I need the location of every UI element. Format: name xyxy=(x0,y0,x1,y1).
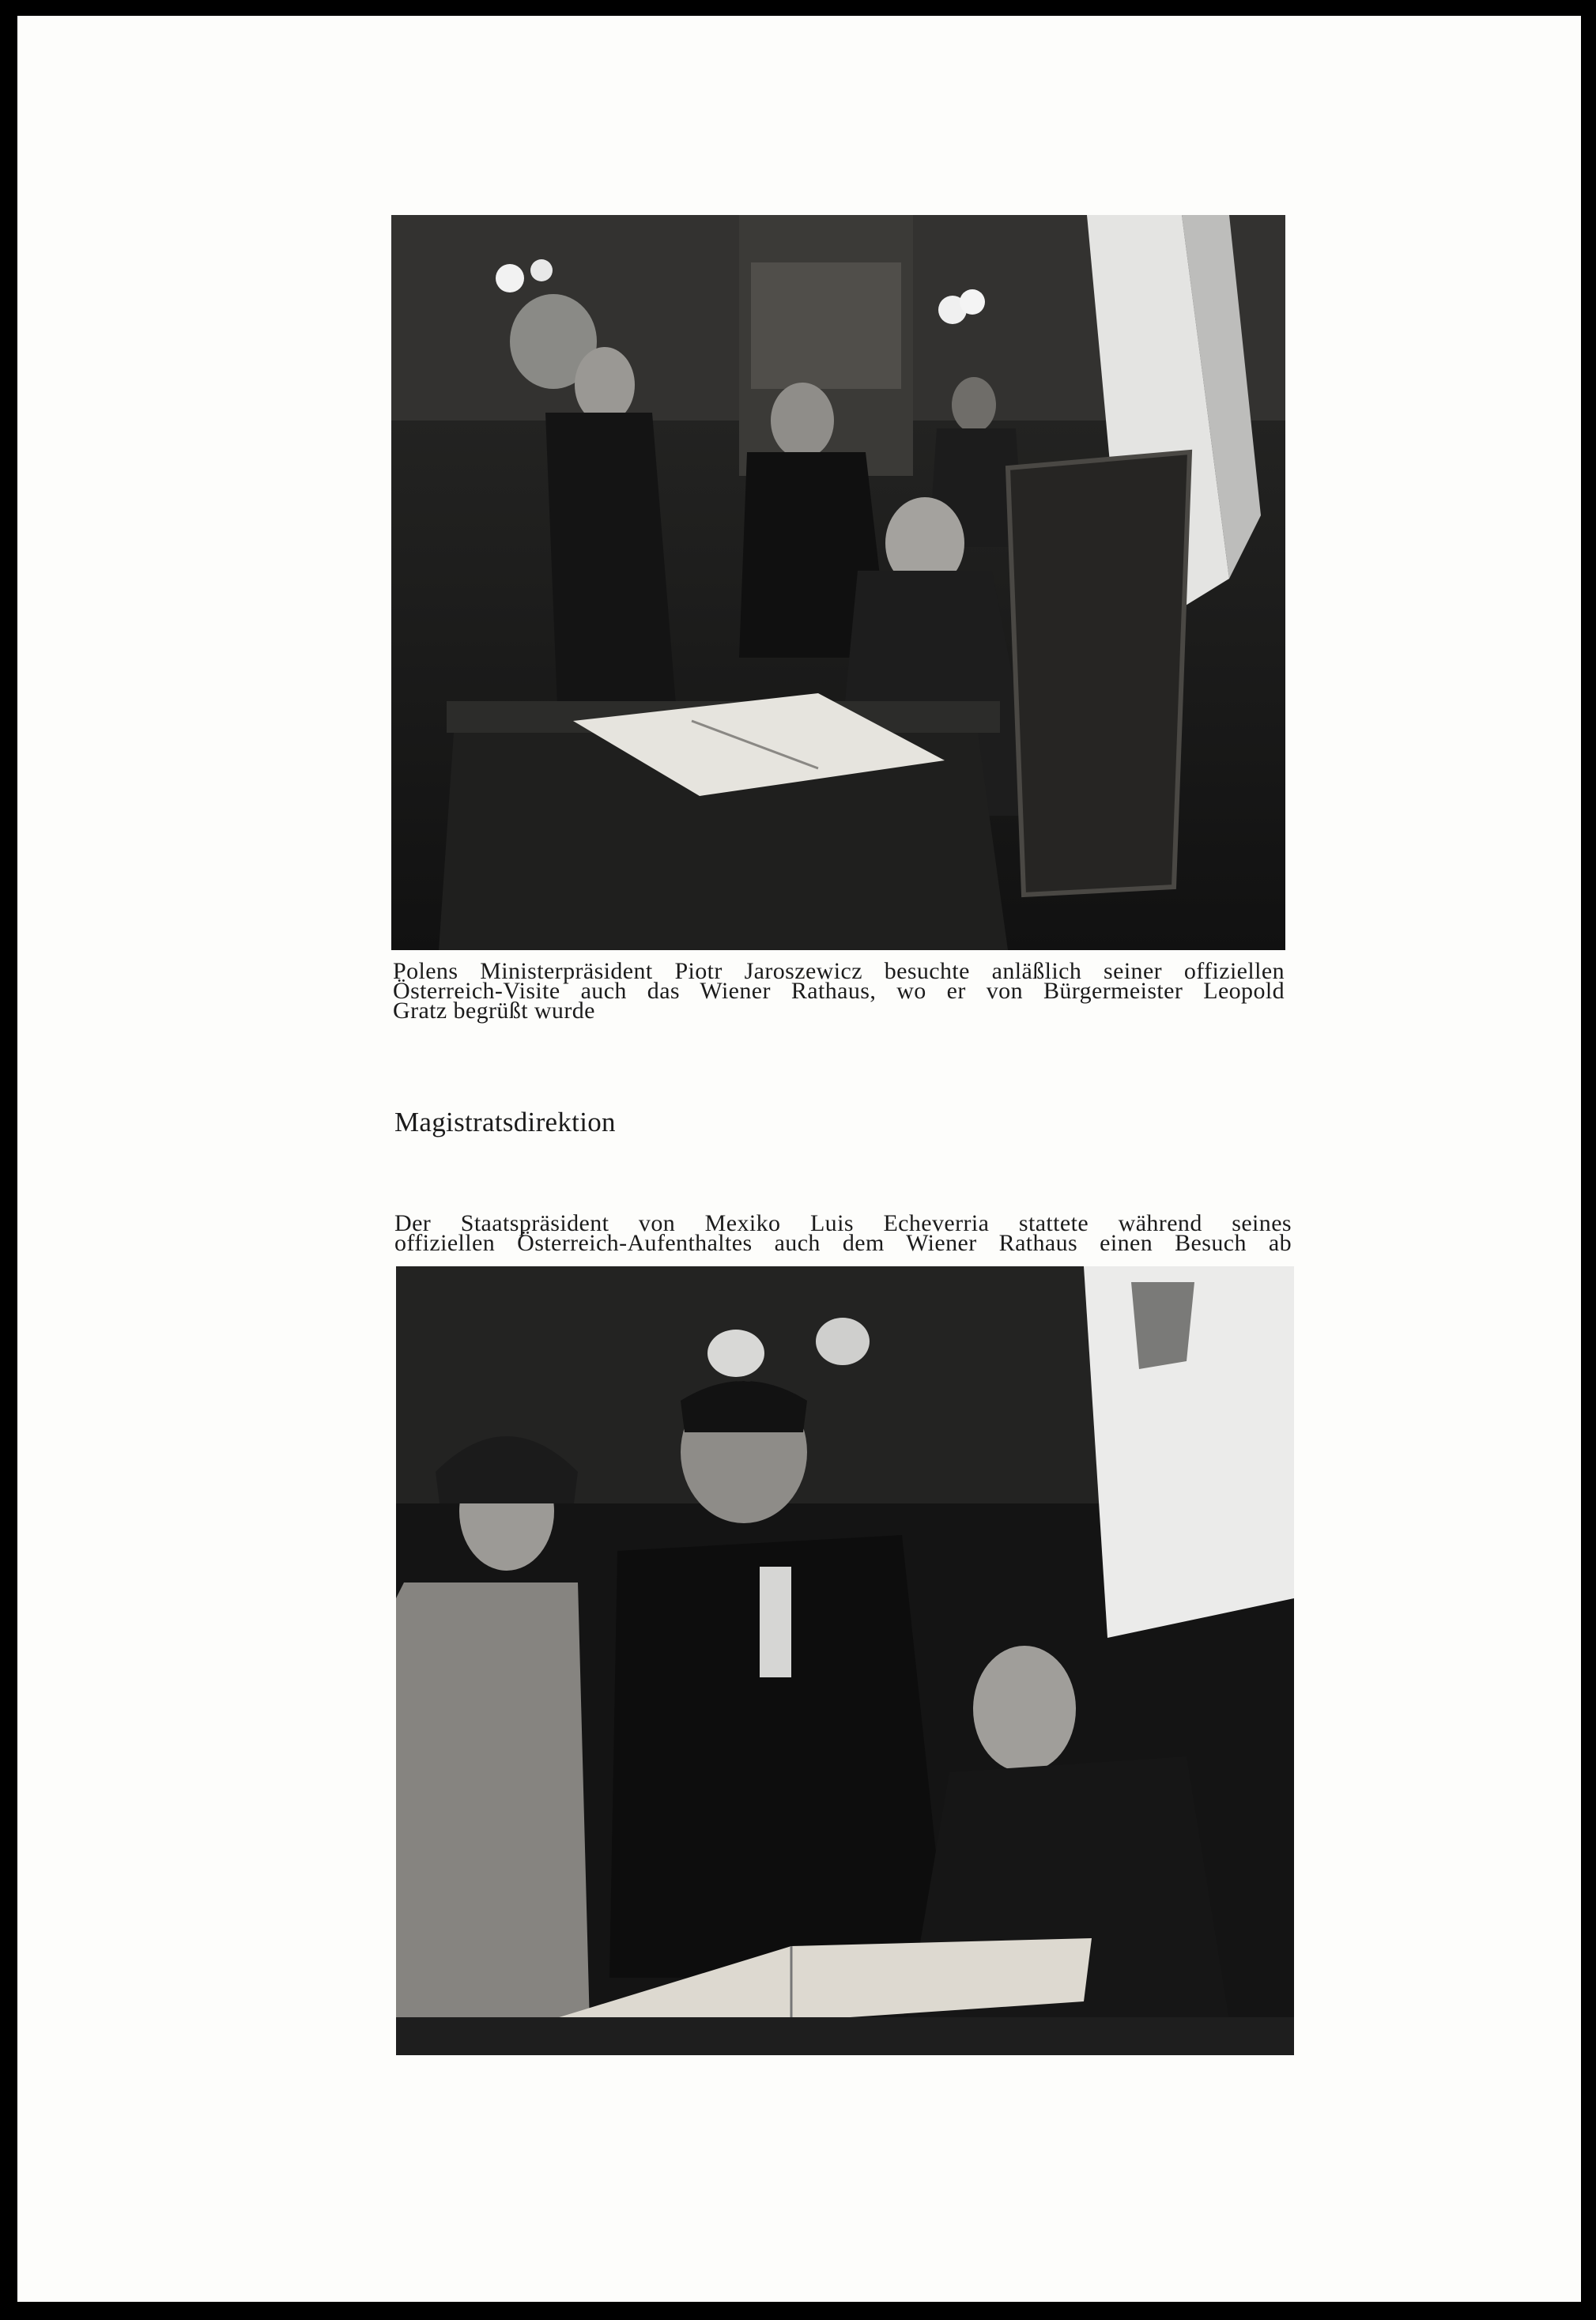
photo-1-image xyxy=(391,215,1285,950)
photo-1-caption xyxy=(393,958,1285,1024)
caption-line: Polens Ministerpräsident Piotr Jaroszewicz besuchte anläßlich seiner offiziellen xyxy=(393,958,1285,984)
document-page xyxy=(17,16,1581,2302)
photo-mexican-president-visit xyxy=(396,1266,1294,2055)
section-heading: Magistratsdirektion xyxy=(394,1107,616,1137)
caption-line: offiziellen Österreich-Aufenthaltes auch dem Wiener Rathaus einen Besuch ab xyxy=(394,1230,1292,1256)
caption-line: Österreich-Visite auch das Wiener Rathaus, wo er von Bürgermeister Leopold xyxy=(393,978,1285,1004)
photo-2-caption xyxy=(394,1210,1292,1256)
photo-2-image xyxy=(396,1266,1294,2055)
caption-line: Der Staatspräsident von Mexiko Luis Echeverria stattete während seines xyxy=(394,1210,1292,1236)
photo-polish-prime-minister-visit xyxy=(391,215,1285,950)
caption-line: Gratz begrüßt wurde xyxy=(393,998,595,1024)
